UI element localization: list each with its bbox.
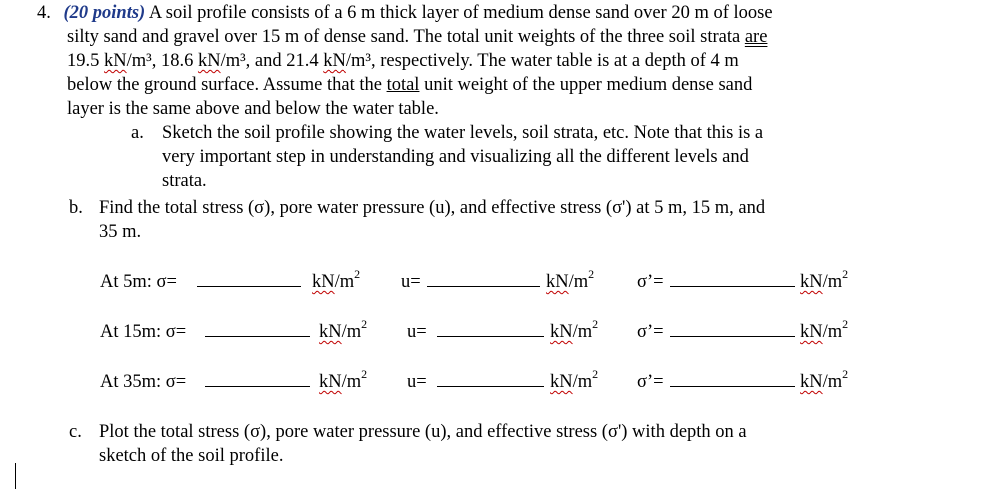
row-35m-u-unit: $kN/m^2$	[550, 366, 599, 392]
unit-kn: kN	[197, 51, 221, 71]
row-35m-sigma-prime-label: σ’=	[637, 372, 664, 392]
row-5m-label: At 5m: σ=	[100, 272, 177, 292]
row-5m-u-label: u=	[401, 272, 421, 292]
text-cursor	[15, 463, 16, 489]
question-line-2-text: silty sand and gravel over 15 m of dense sand. The total unit weights of the three soil strata	[67, 27, 745, 47]
row-5m-sigma-prime-unit: $kN/m^2$	[800, 266, 849, 292]
points-label: (20 points)	[63, 3, 146, 23]
question-line-4	[67, 73, 752, 97]
row-15m-sigma-blank[interactable]	[205, 320, 310, 344]
question-line-3	[67, 49, 739, 73]
row-35m-sigma-blank[interactable]	[205, 370, 310, 394]
row-15m-u-unit: $kN/m^2$	[550, 316, 599, 342]
row-35m-sigma-prime-blank[interactable]	[670, 370, 795, 394]
row-15m-sigma-prime-label: σ’=	[637, 322, 664, 342]
part-c-line-2: sketch of the soil profile.	[99, 446, 284, 466]
row-5m-u-blank[interactable]	[427, 270, 540, 294]
question-line-3-tail: , respectively. The water table is at a depth of 4 m	[370, 51, 739, 71]
unit-kn: kN	[104, 51, 127, 71]
question-intro: A soil profile consists of a 6 m thick layer of medium dense sand over 20 m of loose	[145, 3, 773, 23]
row-15m-sigma-prime-blank[interactable]	[670, 320, 795, 344]
unit-per-m3: /m³	[345, 51, 371, 71]
question-number: 4.	[37, 3, 51, 23]
unit-weight-1-value: 19.5	[67, 51, 104, 71]
unit-weight-3-value: , and 21.4	[245, 51, 324, 71]
row-15m-sigma-prime-unit: $kN/m^2$	[800, 316, 849, 342]
row-5m-sigma-prime-label: σ’=	[637, 272, 664, 292]
part-b-line-2: 35 m.	[99, 222, 142, 242]
row-15m-u-label: u=	[407, 322, 427, 342]
row-15m-sigma-unit: $kN/m^2$	[319, 316, 368, 342]
row-15m-label: At 15m: σ=	[100, 322, 187, 342]
row-5m-sigma-prime-blank[interactable]	[670, 270, 795, 294]
question-line-1	[37, 1, 773, 25]
row-15m-u-blank[interactable]	[437, 320, 544, 344]
word-are: are	[744, 27, 768, 47]
row-35m-u-label: u=	[407, 372, 427, 392]
part-a-label: a.	[131, 123, 144, 143]
part-a-line-3: strata.	[162, 171, 207, 191]
question-line-5: layer is the same above and below the water table.	[67, 99, 439, 119]
row-5m-u-unit: $kN/m^2$	[546, 266, 595, 292]
question-line-2	[67, 25, 767, 49]
row-35m-sigma-unit: $kN/m^2$	[319, 366, 368, 392]
unit-per-m3: /m³	[220, 51, 246, 71]
part-a-line-1: Sketch the soil profile showing the water levels, soil strata, etc. Note that this is a	[162, 123, 764, 143]
part-c-line-1: Plot the total stress (σ), pore water pressure (u), and effective stress (σ') with depth on a	[99, 422, 747, 442]
unit-kn: kN	[323, 51, 346, 71]
row-5m-sigma-blank[interactable]	[197, 270, 301, 294]
word-total: total	[386, 75, 420, 95]
part-c-label: c.	[69, 422, 82, 442]
row-5m-sigma-unit: $kN/m^2$	[312, 266, 361, 292]
row-35m-label: At 35m: σ=	[100, 372, 187, 392]
row-35m-u-blank[interactable]	[437, 370, 544, 394]
row-35m-sigma-prime-unit: $kN/m^2$	[800, 366, 849, 392]
question-line-4-a: below the ground surface. Assume that the	[67, 75, 387, 95]
unit-per-m3: /m³	[126, 51, 152, 71]
unit-weight-2-value: , 18.6	[151, 51, 198, 71]
part-b-line-1: Find the total stress (σ), pore water pressure (u), and effective stress (σ') at 5 m, 15 m, and	[99, 198, 766, 218]
question-line-4-b: unit weight of the upper medium dense sand	[419, 75, 753, 95]
part-b-label: b.	[69, 198, 83, 218]
part-a-line-2: very important step in understanding and visualizing all the different levels and	[162, 147, 749, 167]
